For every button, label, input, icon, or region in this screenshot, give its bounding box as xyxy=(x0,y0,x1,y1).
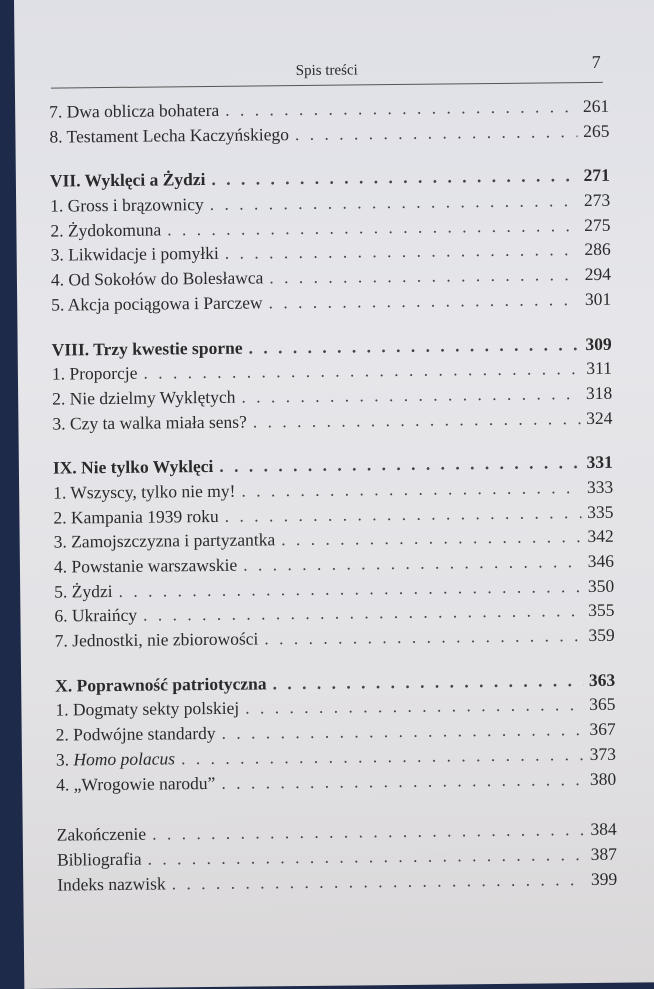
entry-page: 367 xyxy=(589,718,616,740)
table-of-contents xyxy=(49,94,617,897)
entry-page: 318 xyxy=(585,382,613,403)
entry-page: 301 xyxy=(584,288,612,309)
entry-title: 7. Dwa oblicza bohatera xyxy=(49,99,220,122)
entry-title: 8. Testament Lecha Kaczyńskiego xyxy=(49,123,290,147)
entry-title: X. Poprawność patriotyczna xyxy=(55,673,267,696)
dot-leader xyxy=(241,475,581,503)
entry-title-italic: Homo polacus xyxy=(73,748,176,770)
entry-page: 373 xyxy=(589,743,617,764)
entry-page: 271 xyxy=(583,165,610,186)
entry-page: 309 xyxy=(585,333,612,354)
toc-entry xyxy=(57,866,617,897)
entry-title: 2. Podwójne standardy xyxy=(55,723,216,745)
entry-page: 359 xyxy=(588,624,615,646)
dot-leader xyxy=(264,623,582,651)
entry-page: 399 xyxy=(590,868,618,889)
entry-title: 1. Proporcje xyxy=(51,362,138,384)
dot-leader xyxy=(221,717,583,745)
entry-title xyxy=(56,746,181,772)
dot-leader xyxy=(219,450,581,478)
entry-page: 261 xyxy=(582,95,610,117)
entry-title: 5. Żydzi xyxy=(54,580,113,602)
entry-page: 331 xyxy=(586,452,613,473)
book-page xyxy=(14,0,654,989)
entry-page: 286 xyxy=(584,239,611,260)
entry-page: 265 xyxy=(583,120,610,141)
entry-title: 6. Ukraińcy xyxy=(54,605,138,626)
running-header xyxy=(51,51,603,89)
dot-leader xyxy=(269,262,579,290)
dot-leader xyxy=(272,668,583,696)
entry-page: 342 xyxy=(587,526,614,547)
entry-page: 350 xyxy=(587,575,615,596)
entry-title: 2. Kampania 1939 roku xyxy=(53,505,219,528)
dot-leader xyxy=(268,287,579,315)
entry-title: Bibliografia xyxy=(56,848,142,870)
entry-number: 3. xyxy=(55,749,74,770)
entry-page: 294 xyxy=(584,263,612,285)
entry-page: 346 xyxy=(587,550,615,572)
dot-leader xyxy=(221,767,584,795)
dot-leader xyxy=(225,94,577,122)
entry-page: 365 xyxy=(589,694,616,715)
entry-title: 7. Jednostki, nie zbiorowości xyxy=(54,628,259,651)
entry-title: 3. Czy ta walka miała sens? xyxy=(52,411,247,434)
entry-title: 3. Zamojszczyzna i partyzantka xyxy=(53,529,276,552)
entry-page: 355 xyxy=(588,600,615,621)
entry-title: 4. Powstanie warszawskie xyxy=(53,554,238,577)
entry-page: 335 xyxy=(587,501,614,522)
entry-title: Zakończenie xyxy=(56,823,147,845)
header-title: Spis treści xyxy=(295,62,358,80)
entry-page: 324 xyxy=(586,407,613,428)
dot-leader xyxy=(295,119,578,147)
entry-title: 3. Likwidacje i pomyłki xyxy=(50,243,219,266)
entry-title: VII. Wyklęci a Żydzi xyxy=(49,169,206,192)
dot-leader xyxy=(243,549,582,577)
dot-leader xyxy=(281,524,581,552)
entry-title: Indeks nazwisk xyxy=(57,873,166,895)
entry-title: VIII. Trzy kwestie sporne xyxy=(51,337,243,360)
dot-leader xyxy=(211,163,577,192)
entry-page: 333 xyxy=(586,476,614,497)
entry-title: 1. Wszyscy, tylko nie my! xyxy=(53,480,236,503)
entry-title: 2. Nie dzielmy Wyklętych xyxy=(52,386,236,409)
entry-page: 380 xyxy=(589,768,617,789)
entry-title: 1. Gross i brązownicy xyxy=(50,194,204,216)
dot-leader xyxy=(225,238,579,266)
dot-leader xyxy=(253,406,581,434)
entry-title: 4. „Wrogowie narodu” xyxy=(56,772,216,795)
entry-page: 384 xyxy=(590,818,617,840)
entry-title: 4. Od Sokołów do Bolesławca xyxy=(50,267,264,290)
dot-leader xyxy=(248,332,579,360)
entry-title: 5. Akcja pociągowa i Parczew xyxy=(51,292,263,315)
entry-title: 2. Żydokomuna xyxy=(50,219,162,241)
dot-leader xyxy=(245,693,583,721)
dot-leader xyxy=(172,867,586,896)
entry-page: 275 xyxy=(584,214,611,235)
page-number: 7 xyxy=(591,51,601,72)
entry-page: 273 xyxy=(583,189,611,211)
entry-title: IX. Nie tylko Wyklęci xyxy=(52,456,214,478)
entry-page: 311 xyxy=(586,357,612,379)
dot-leader xyxy=(225,500,582,528)
entry-page: 387 xyxy=(590,843,618,864)
entry-page: 363 xyxy=(588,669,616,690)
dot-leader xyxy=(241,381,580,409)
entry-title: 1. Dogmaty sekty polskiej xyxy=(55,698,240,721)
